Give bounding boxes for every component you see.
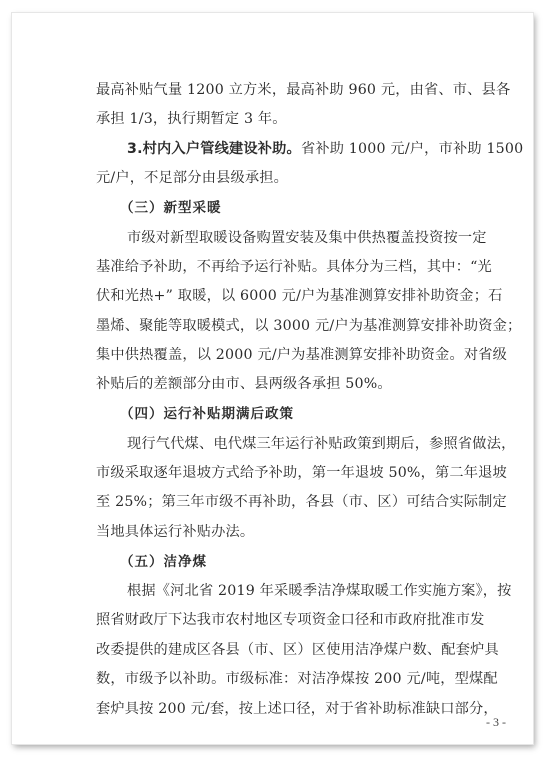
text-line: 元/户，不足部分由县级承担。 (96, 170, 289, 186)
subsection-text: 省补助 1000 元/户，市补助 1500 (300, 141, 524, 157)
text-line: 至 25%；第三年市级不再补助，各县（市、区）可结合实际制定 (96, 494, 507, 510)
text-line: 当地具体运行补贴办法。 (96, 524, 255, 540)
page-number: - 3 - (486, 715, 506, 729)
section-heading: （五）洁净煤 (120, 554, 207, 570)
text-line: 套炉具按 200 元/套，按上述口径，对于省补助标准缺口部分， (96, 701, 498, 717)
text-line: 照省财政厅下达我市农村地区专项资金口径和市政府批准市发 (96, 612, 485, 628)
section-heading: （三）新型采暖 (120, 200, 222, 216)
text-line: 基准给予补助，不再给予运行补贴。具体分为三档，其中：“光 (96, 259, 492, 275)
text-line: 伏和光热+” 取暖，以 6000 元/户为基准测算安排补助资金；石 (96, 288, 503, 304)
text-line: 集中供热覆盖，以 2000 元/户为基准测算安排补助资金。对省级 (96, 347, 507, 363)
document-page (12, 13, 533, 744)
text-line: 改委提供的建成区各县（市、区）区使用洁净煤户数、配套炉具 (96, 642, 499, 658)
text-line: 市级对新型取暖设备购置安装及集中供热覆盖投资按一定 (127, 230, 487, 246)
text-line: 根据《河北省 2019 年采暖季洁净煤取暖工作实施方案》，按 (127, 583, 512, 599)
section-heading: （四）运行补贴期满后政策 (120, 406, 294, 422)
text-line: 墨烯、聚能等取暖模式，以 3000 元/户为基准测算安排补助资金； (96, 318, 522, 334)
text-line: 最高补贴气量 1200 立方米，最高补助 960 元，由省、市、县各 (96, 82, 511, 98)
text-line: 市级采取逐年退坡方式给予补助，第一年退坡 50%，第二年退坡 (96, 465, 507, 481)
subsection-title: 3.村内入户管线建设补助。 (127, 141, 301, 157)
text-line: 现行气代煤、电代煤三年运行补贴政策到期后，参照省做法， (127, 436, 516, 452)
subsection-line (127, 139, 524, 159)
text-line: 数，市级予以补助。市级标准：对洁净煤按 200 元/吨，型煤配 (96, 671, 498, 687)
text-line: 补贴后的差额部分由市、县两级各承担 50%。 (96, 376, 392, 392)
text-line: 承担 1/3，执行期暂定 3 年。 (96, 111, 287, 127)
